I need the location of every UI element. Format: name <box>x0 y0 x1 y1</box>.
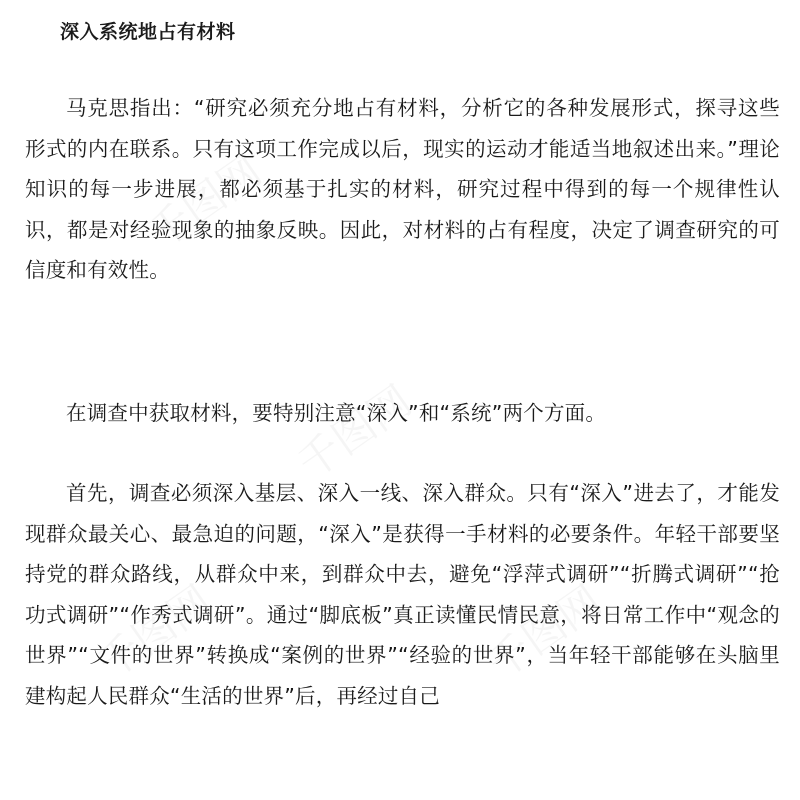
watermark: 千图网 <box>88 575 221 689</box>
paragraph-marx-quote: 马克思指出：“研究必须充分地占有材料，分析它的各种发展形式，探寻这些形式的内在联系。只有这项工作完成以后，现实的运动才能适当地叙述出来。”理论知识的每一步进展，都必须基于扎实的材料，研究过程中得到的每一个规律性认识，都是对经验现象的抽象反映。因此，对材料的占有程度，决定了调查研究的可信度和有效性。 <box>25 96 780 282</box>
watermark: 千图网 <box>288 375 421 489</box>
watermark: 千图网 <box>138 145 271 259</box>
section-heading: 深入系统地占有材料 <box>60 21 236 43</box>
paragraph-depth-and-system: 在调查中获取材料，要特别注意“深入”和“系统”两个方面。 <box>66 401 607 425</box>
paragraph-go-deep: 首先，调查必须深入基层、深入一线、深入群众。只有“深入”进去了，才能发现群众最关心、最急迫的问题，“深入”是获得一手材料的必要条件。年轻干部要坚持党的群众路线，从群众中来，到群众中去，避免“浮萍式调研”“折腾式调研”“抢功式调研”“作秀式调研”。通过“脚底板”真正读懂民情民意，将日常工作中“观念的世界”“文件的世界”转换成“案例的世界”“经验的世界”，当年轻干部能够在头脑里建构起人民群众“生活的世界”后，再经过自己 <box>25 481 780 708</box>
watermark: 千图网 <box>478 575 611 689</box>
